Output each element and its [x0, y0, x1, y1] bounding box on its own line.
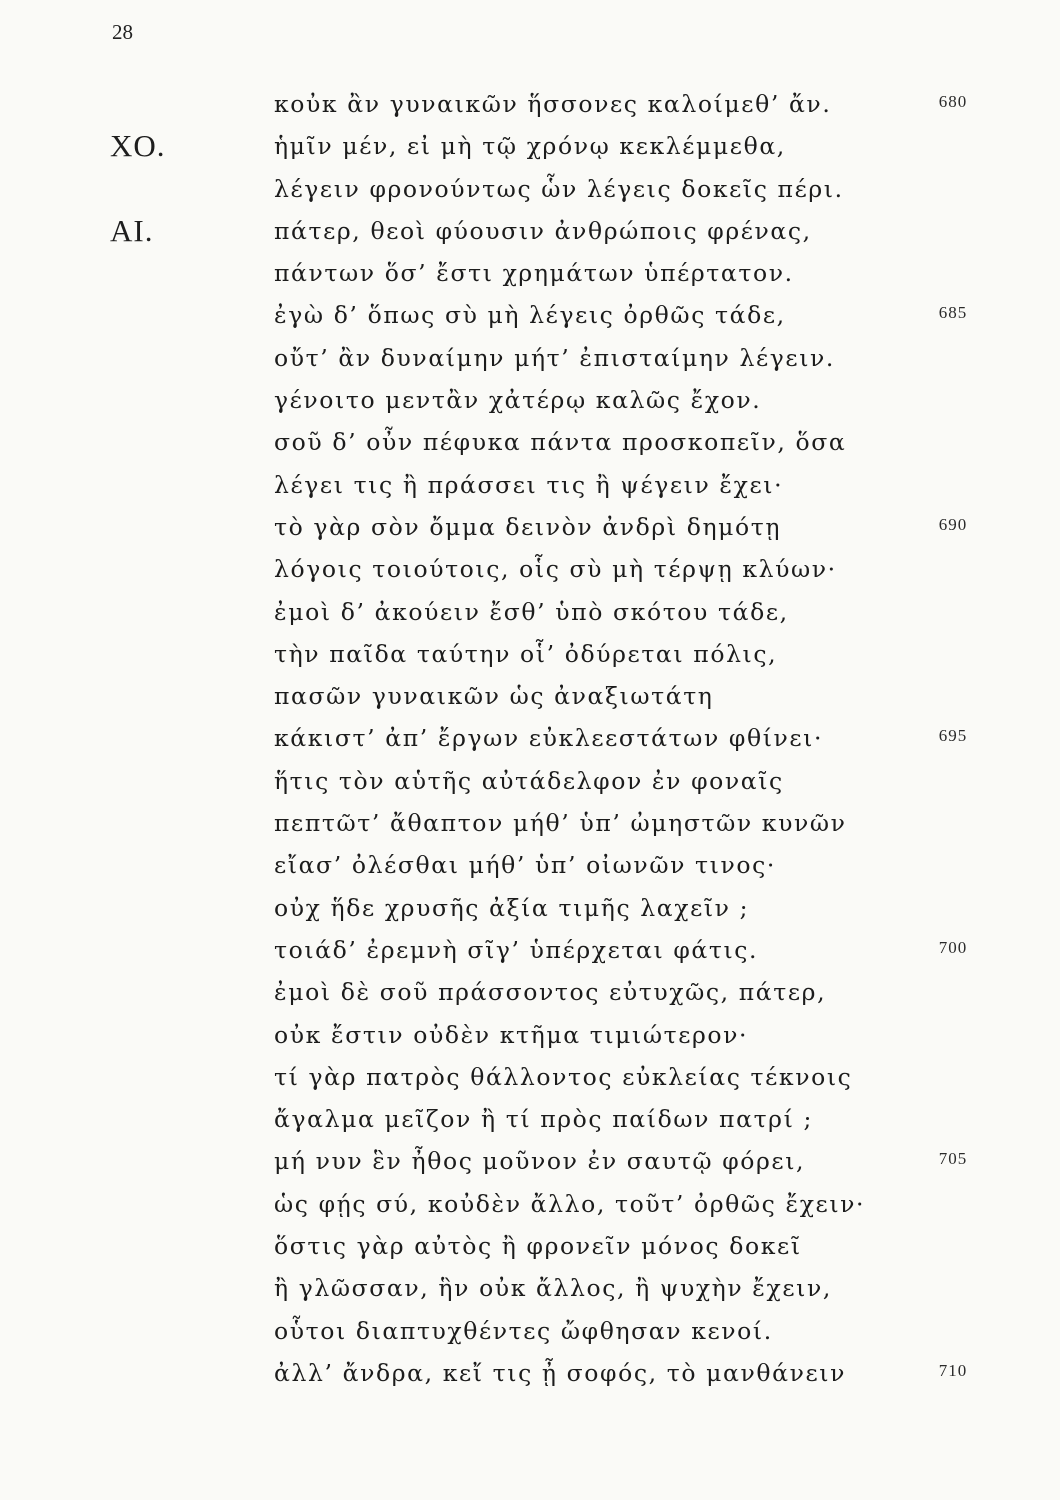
verse-line: [0, 83, 1060, 125]
verse-text: τὴν παῖδα ταύτην οἷ’ ὀδύρεται πόλις,: [274, 639, 778, 668]
verse-line: [0, 337, 1060, 379]
verse-line: [0, 1225, 1060, 1267]
verse-line: [0, 844, 1060, 886]
verse-text: εἴασ’ ὀλέσθαι μήθ’ ὑπ’ οἰωνῶν τινος·: [274, 851, 776, 880]
verse-line: [0, 887, 1060, 929]
verse-text: λέγει τις ἢ πράσσει τις ἢ ψέγειν ἔχει·: [274, 470, 784, 499]
verse-text: ἡμῖν μέν, εἰ μὴ τῷ χρόνῳ κεκλέμμεθα,: [274, 132, 786, 161]
verse-text: πεπτῶτ’ ἄθαπτον μήθ’ ὑπ’ ὠμηστῶν κυνῶν: [274, 809, 847, 838]
verse-text: οὐκ ἔστιν οὐδὲν κτῆμα τιμιώτερον·: [274, 1020, 749, 1049]
verse-text: λέγειν φρονούντως ὧν λέγεις δοκεῖς πέρι.: [274, 174, 844, 203]
verse-text: ἀλλ’ ἄνδρα, κεἴ τις ᾖ σοφός, τὸ μανθάνειν: [274, 1358, 846, 1387]
page-number: 28: [112, 20, 133, 44]
verse-line: [0, 1014, 1060, 1056]
verse-text: ἐμοὶ δ’ ἀκούειν ἔσθ’ ὑπὸ σκότου τάδε,: [274, 597, 789, 626]
verse-text: πάντων ὅσ’ ἔστι χρημάτων ὑπέρτατον.: [274, 259, 794, 288]
verse-line: [0, 252, 1060, 294]
verse-text: πάτερ, θεοὶ φύουσιν ἀνθρώποις φρένας,: [274, 216, 812, 245]
line-number: 695: [938, 726, 968, 746]
verse-block: [0, 83, 1060, 1394]
verse-line: [0, 929, 1060, 971]
verse-line: [0, 760, 1060, 802]
line-number: 690: [938, 514, 968, 534]
verse-line: [0, 717, 1060, 759]
verse-line: [0, 633, 1060, 675]
verse-text: πασῶν γυναικῶν ὡς ἀναξιωτάτη: [274, 682, 714, 711]
verse-text: ὡς φῄς σύ, κοὐδὲν ἄλλο, τοῦτ’ ὀρθῶς ἔχειν·: [274, 1189, 866, 1218]
verse-line: [0, 506, 1060, 548]
verse-text: ἐγὼ δ’ ὅπως σὺ μὴ λέγεις ὀρθῶς τάδε,: [274, 301, 786, 330]
verse-text: ἥτις τὸν αὑτῆς αὐτάδελφον ἐν φοναῖς: [274, 766, 784, 795]
verse-line: [0, 971, 1060, 1013]
verse-text: γένοιτο μεντἂν χἀτέρῳ καλῶς ἔχον.: [274, 386, 762, 415]
line-number: 680: [938, 92, 968, 111]
line-number: 700: [938, 937, 968, 957]
verse-text: οὐχ ἥδε χρυσῆς ἀξία τιμῆς λαχεῖν ;: [274, 893, 750, 922]
verse-text: οὗτοι διαπτυχθέντες ὤφθησαν κενοί.: [274, 1316, 773, 1345]
verse-text: ἄγαλμα μεῖζον ἢ τί πρὸς παίδων πατρί ;: [274, 1105, 813, 1134]
verse-line: [0, 464, 1060, 506]
verse-text: κοὐκ ἂν γυναικῶν ἥσσονες καλοίμεθ’ ἄν.: [274, 90, 832, 118]
verse-text: τί γὰρ πατρὸς θάλλοντος εὐκλείας τέκνοις: [274, 1062, 853, 1091]
verse-text: μή νυν ἓν ἦθος μοῦνον ἐν σαυτῷ φόρει,: [274, 1147, 806, 1176]
verse-line: [0, 210, 1060, 252]
verse-line: [0, 1352, 1060, 1394]
verse-line: [0, 1310, 1060, 1352]
verse-text: ὅστις γὰρ αὐτὸς ἢ φρονεῖν μόνος δοκεῖ: [274, 1232, 802, 1261]
verse-line: [0, 675, 1060, 717]
verse-text: λόγοις τοιούτοις, οἷς σὺ μὴ τέρψῃ κλύων·: [274, 555, 837, 584]
verse-text: τὸ γὰρ σὸν ὄμμα δεινὸν ἀνδρὶ δημότῃ: [274, 512, 782, 541]
verse-text: κάκιστ’ ἀπ’ ἔργων εὐκλεεστάτων φθίνει·: [274, 724, 824, 753]
line-number: 685: [938, 303, 968, 323]
verse-line: [0, 802, 1060, 844]
verse-line: [0, 1098, 1060, 1140]
verse-text: ἐμοὶ δὲ σοῦ πράσσοντος εὐτυχῶς, πάτερ,: [274, 978, 827, 1007]
verse-line: [0, 591, 1060, 633]
verse-line: [0, 294, 1060, 336]
verse-text: τοιάδ’ ἐρεμνὴ σῖγ’ ὑπέρχεται φάτις.: [274, 935, 759, 964]
verse-text: ἢ γλῶσσαν, ἣν οὐκ ἄλλος, ἢ ψυχὴν ἔχειν,: [274, 1274, 832, 1303]
verse-line: [0, 421, 1060, 463]
speaker-label: ΑΙ.: [110, 212, 154, 248]
line-number: 710: [938, 1360, 968, 1380]
verse-line: [0, 1183, 1060, 1225]
verse-line: [0, 379, 1060, 421]
verse-line: [0, 125, 1060, 167]
verse-line: [0, 1140, 1060, 1182]
verse-line: [0, 168, 1060, 210]
verse-text: σοῦ δ’ οὖν πέφυκα πάντα προσκοπεῖν, ὅσα: [274, 428, 847, 457]
speaker-label: ΧΟ.: [110, 128, 166, 164]
verse-line: [0, 548, 1060, 590]
line-number: 705: [938, 1149, 968, 1169]
verse-line: [0, 1267, 1060, 1309]
verse-text: οὔτ’ ἂν δυναίμην μήτ’ ἐπισταίμην λέγειν.: [274, 343, 835, 372]
verse-line: [0, 1056, 1060, 1098]
